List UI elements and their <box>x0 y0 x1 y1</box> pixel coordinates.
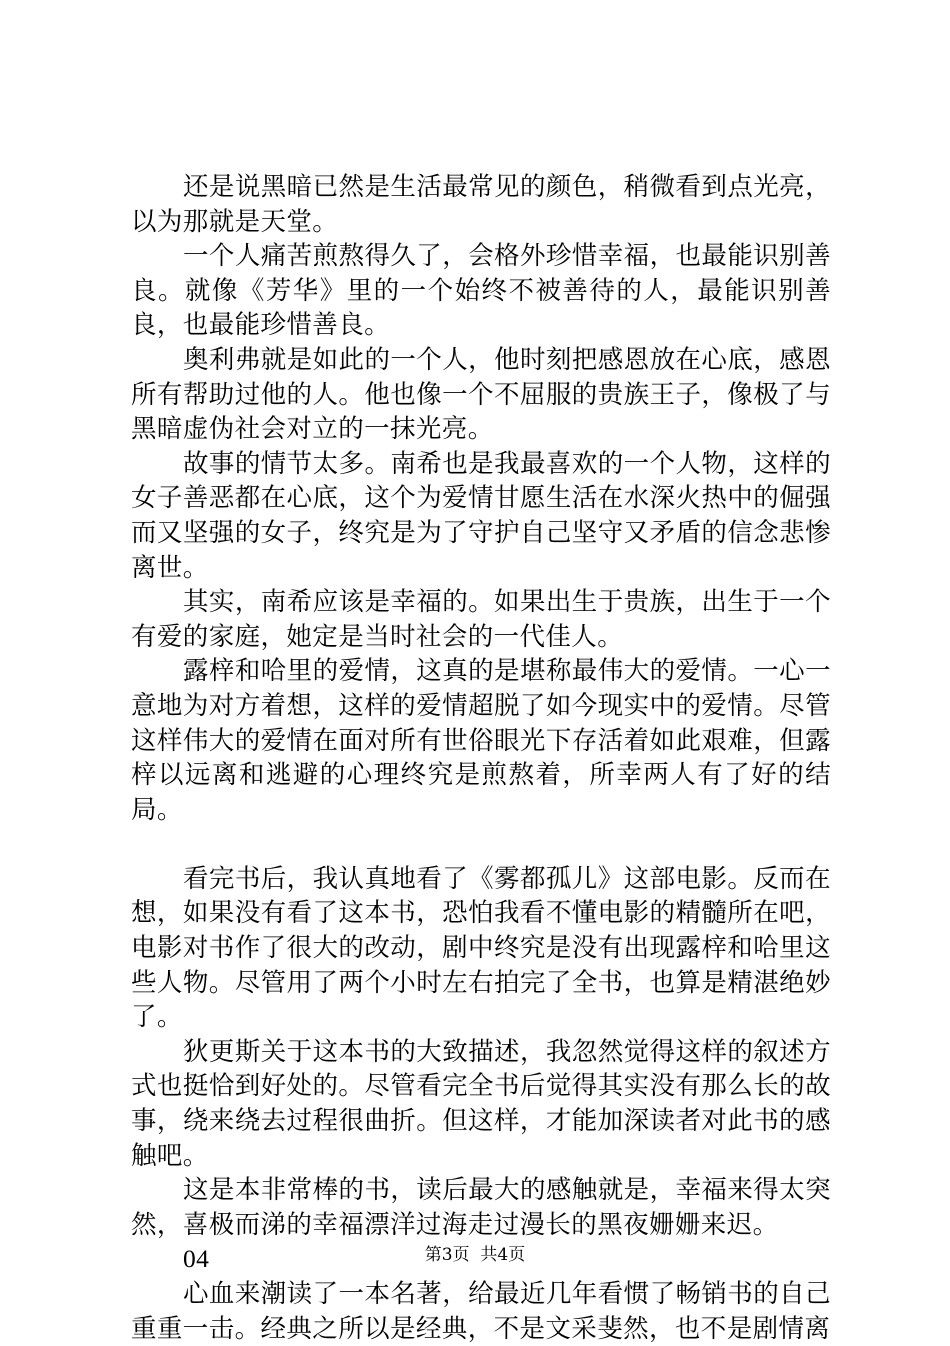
page-number: 第3页 <box>424 1245 470 1265</box>
body-text <box>131 170 831 1346</box>
paragraph: 奥利弗就是如此的一个人，他时刻把感恩放在心底，感恩所有帮助过他的人。他也像一个不屈服的贵族王子，像极了与黑暗虚伪社会对立的一抹光亮。 <box>131 344 831 445</box>
page-total: 共4页 <box>480 1245 526 1265</box>
paragraph: 故事的情节太多。南希也是我最喜欢的一个人物，这样的女子善恶都在心底，这个为爱情甘愿生活在水深火热中的倔强而又坚强的女子，终究是为了守护自己坚守又矛盾的信念悲惨离世。 <box>131 448 831 583</box>
paragraph: 露梓和哈里的爱情，这真的是堪称最伟大的爱情。一心一意地为对方着想，这样的爱情超脱了如今现实中的爱情。尽管这样伟大的爱情在面对所有世俗眼光下存活着如此艰难，但露梓以远离和逃避的心理终究是煎熬着，所幸两人有了好的结局。 <box>131 656 831 825</box>
paragraph: 还是说黑暗已然是生活最常见的颜色，稍微看到点光亮，以为那就是天堂。 <box>131 172 831 237</box>
paragraph: 看完书后，我认真地看了《雾都孤儿》这部电影。反而在想，如果没有看了这本书，恐怕我看不懂电影的精髓所在吧，电影对书作了很大的改动，剧中终究是没有出现露梓和哈里这些人物。尽管用了两个小时左右拍完了全书，也算是精湛绝妙了。 <box>131 863 831 1033</box>
paragraph: 其实，南希应该是幸福的。如果出生于贵族，出生于一个有爱的家庭，她定是当时社会的一代佳人。 <box>131 587 831 652</box>
paragraph-gap <box>131 827 831 862</box>
section-number: 04 <box>183 1244 210 1274</box>
paragraph: 狄更斯关于这本书的大致描述，我忽然觉得这样的叙述方式也挺恰到好处的。尽管看完全书后觉得其实没有那么长的故事，绕来绕去过程很曲折。但这样，才能加深读者对此书的感触吧。 <box>131 1036 831 1171</box>
paragraph: 心血来潮读了一本名著，给最近几年看惯了畅销书的自己重重一击。经典之所以是经典，不是文采斐然，也不是剧情离 <box>131 1279 831 1344</box>
page-footer <box>0 1244 950 1266</box>
paragraph: 这是本非常棒的书，读后最大的感触就是，幸福来得太突然，喜极而涕的幸福漂洋过海走过漫长的黑夜姗姗来迟。 <box>131 1175 831 1240</box>
paragraph: 一个人痛苦煎熬得久了，会格外珍惜幸福，也最能识别善良。就像《芳华》里的一个始终不被善待的人，最能识别善良，也最能珍惜善良。 <box>131 241 831 341</box>
footer-spacer <box>470 1245 481 1265</box>
